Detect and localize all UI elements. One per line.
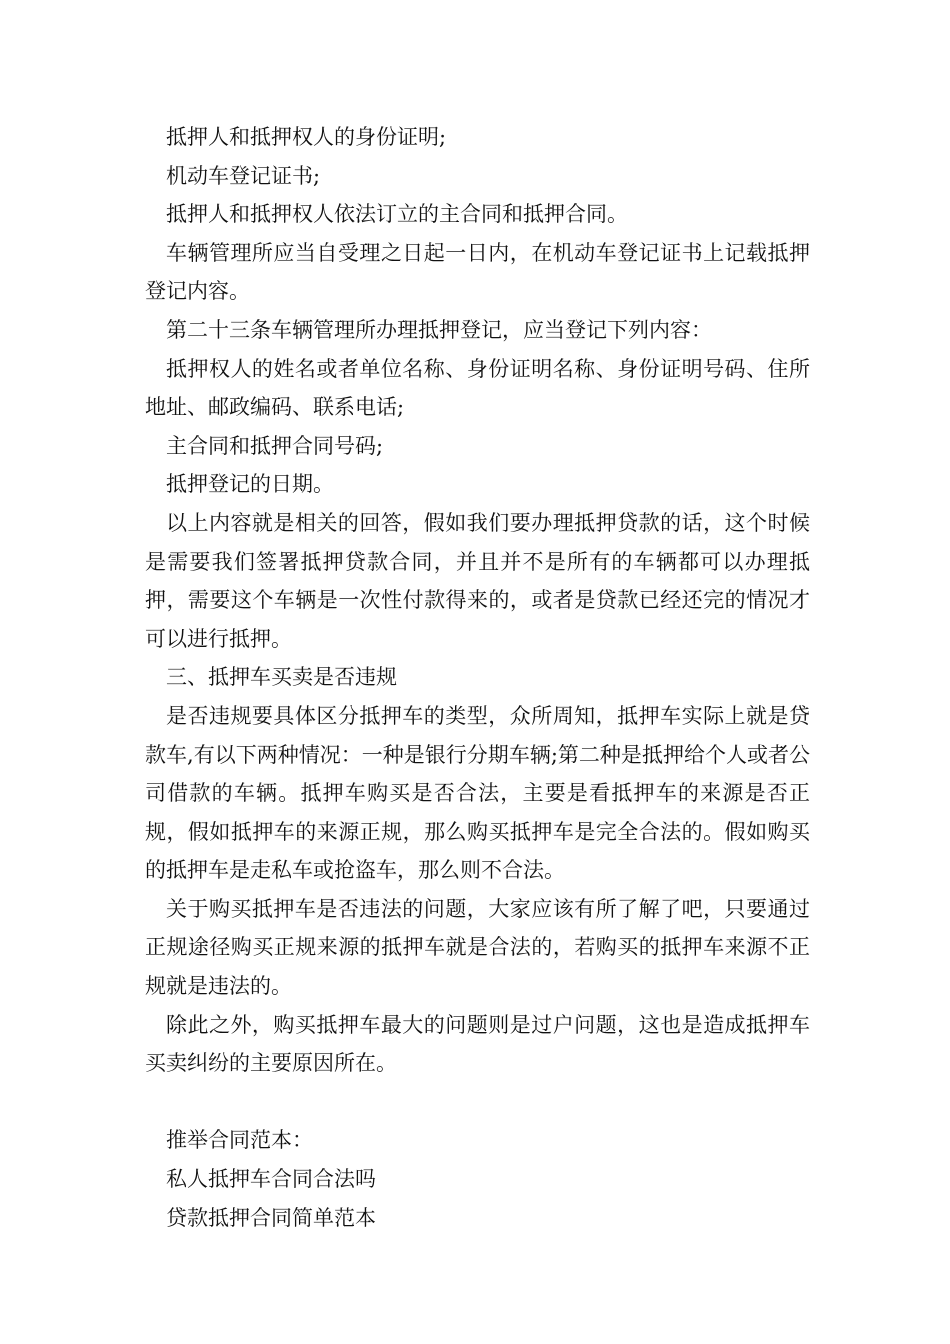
section-heading: 三、抵押车买卖是否违规 [166,665,397,690]
paragraph: 除此之外，购买抵押车最大的问题则是过户问题，这也是造成抵押车买卖纠纷的主要原因所在。 [145,1012,810,1076]
paragraph: 第二十三条车辆管理所办理抵押登记，应当登记下列内容： [166,317,712,342]
paragraph: 机动车登记证书; [166,163,321,188]
paragraph: 抵押人和抵押权人的身份证明; [166,125,447,149]
recommend-heading: 推举合同范本： [166,1128,313,1153]
paragraph: 主合同和抵押合同号码; [166,433,384,458]
recommend-link[interactable]: 私人抵押车合同合法吗 [166,1167,376,1192]
paragraph: 抵押人和抵押权人依法订立的主合同和抵押合同。 [166,202,628,227]
paragraph: 车辆管理所应当自受理之日起一日内，在机动车登记证书上记载抵押登记内容。 [145,240,810,304]
paragraph: 抵押登记的日期。 [166,472,334,497]
document-body [145,118,810,1237]
paragraph: 以上内容就是相关的回答，假如我们要办理抵押贷款的话，这个时候是需要我们签署抵押贷款合同，并且并不是所有的车辆都可以办理抵押，需要这个车辆是一次性付款得来的，或者是贷款已经还完的情况才可以进行抵押。 [145,510,810,651]
blank-line [145,1083,810,1122]
recommend-link[interactable]: 贷款抵押合同简单范本 [166,1205,376,1230]
paragraph: 抵押权人的姓名或者单位名称、身份证明名称、身份证明号码、住所地址、邮政编码、联系电话; [145,356,810,420]
paragraph: 是否违规要具体区分抵押车的类型，众所周知，抵押车实际上就是贷款车,有以下两种情况：一种是银行分期车辆;第二种是抵押给个人或者公司借款的车辆。抵押车购买是否合法，主要是看抵押车的来源是否正规，假如抵押车的来源正规，那么购买抵押车是完全合法的。假如购买的抵押车是走私车或抢盗车，那么则不合法。 [145,703,810,883]
paragraph: 关于购买抵押车是否违法的问题，大家应该有所了解了吧，只要通过正规途径购买正规来源的抵押车就是合法的，若购买的抵押车来源不正规就是违法的。 [145,896,810,999]
